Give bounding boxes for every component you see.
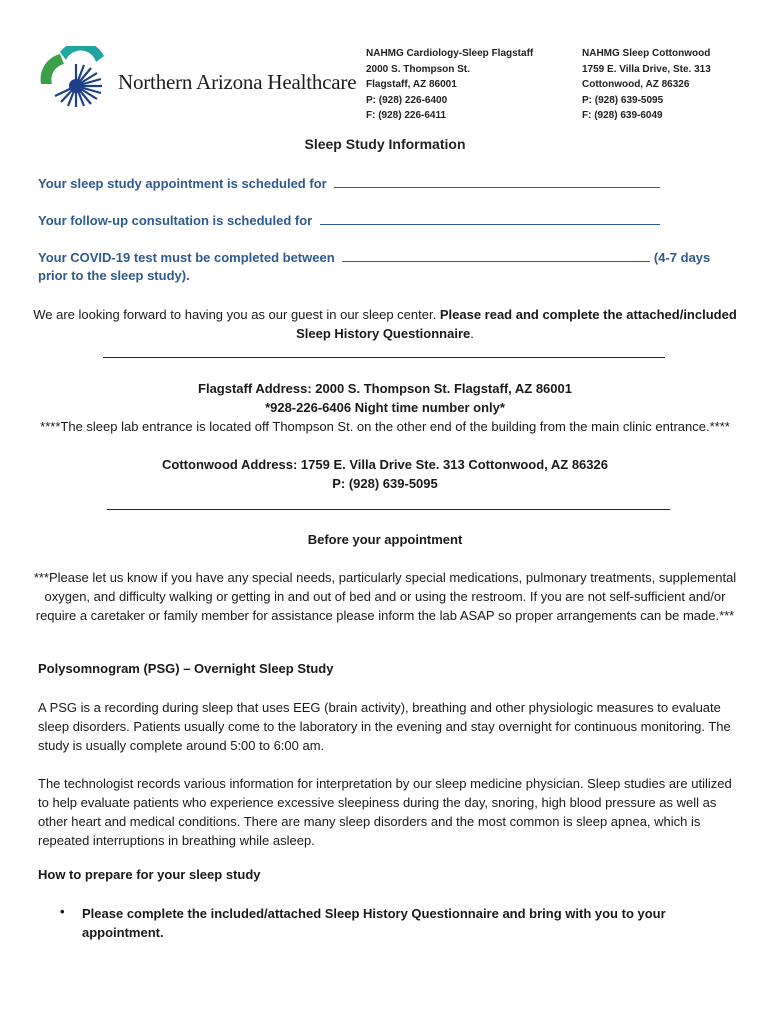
office-street: 2000 S. Thompson St.	[366, 63, 470, 75]
document-title: Sleep Study Information	[304, 136, 466, 152]
office-city: Cottonwood, AZ 86326	[582, 79, 690, 90]
prepare-heading: How to prepare for your sleep study	[38, 867, 261, 882]
follow-up-date-blank[interactable]	[320, 212, 660, 225]
follow-up-label: Your follow-up consultation is scheduled for	[38, 213, 313, 228]
office-street: 1759 E. Villa Drive, Ste. 313	[582, 63, 711, 75]
office-name: NAHMG Sleep Cottonwood	[582, 48, 711, 59]
nah-logo	[38, 46, 357, 106]
covid-suffix: (4-7 days	[653, 250, 711, 265]
sleep-study-appointment-row	[38, 175, 660, 191]
office-name: NAHMG Cardiology-Sleep Flagstaff	[366, 48, 534, 59]
office-phone: P: (928) 226-6400	[366, 94, 448, 106]
guest-message-text: We are looking forward to having you as our guest in our sleep center.	[33, 307, 437, 322]
sunburst-logo-icon	[38, 46, 114, 108]
before-appointment-heading: Before your appointment	[307, 532, 463, 547]
divider-line	[103, 357, 665, 358]
follow-up-row	[38, 212, 660, 228]
cottonwood-address: Cottonwood Address: 1759 E. Villa Drive Ste. 313 Cottonwood, AZ 86326	[162, 457, 608, 472]
flagstaff-address: Flagstaff Address: 2000 S. Thompson St. Flagstaff, AZ 86001	[198, 381, 572, 396]
questionnaire-instruction: Please read and complete the attached/included Sleep History Questionnaire	[296, 307, 737, 341]
office-fax: F: (928) 226-6411	[366, 110, 447, 121]
covid-second-line: prior to the sleep study).	[38, 268, 190, 283]
cottonwood-phone: P: (928) 639-5095	[332, 476, 438, 491]
sleep-study-date-blank[interactable]	[334, 175, 660, 188]
night-number: *928-226-6406 Night time number only*	[265, 400, 505, 415]
psg-paragraph-1: A PSG is a recording during sleep that uses EEG (brain activity), breathing and other physiologic measures to evaluate sleep disorders. Patients usually come to the laboratory in the evening and stay overnight for continuous monitoring. The study is usually complete around 5:00 to 6:00 am.	[38, 700, 731, 753]
guest-message-end: .	[470, 326, 474, 341]
special-needs-note: ***Please let us know if you have any special needs, particularly special medications, pulmonary treatments, supplemental oxygen, and difficulty walking or getting in and out of bed and or using the restroom. If you are not self-sufficient and/or require a caretaker or family member for assistance please inform the lab ASAP so proper arrangements can be made.***	[33, 570, 737, 623]
covid-label: Your COVID-19 test must be completed between	[38, 250, 335, 265]
flagstaff-office-block	[366, 46, 533, 124]
logo-text: Northern Arizona Healthcare	[118, 70, 357, 94]
divider-line	[107, 509, 670, 510]
psg-heading: Polysomnogram (PSG) – Overnight Sleep Study	[38, 661, 334, 676]
cottonwood-office-block	[582, 46, 711, 124]
sleep-study-label: Your sleep study appointment is scheduled for	[38, 176, 327, 191]
entrance-note: ****The sleep lab entrance is located off Thompson St. on the other end of the building from the main clinic entrance.****	[40, 419, 730, 434]
psg-paragraph-2: The technologist records various information for interpretation by our sleep medicine physician. Sleep studies are utilized to help evaluate patients who experience excessive sleepiness during the day, snoring, high blood pressure as well as other heart and medical conditions. There are many sleep disorders and the most common is sleep apnea, which is repeated interruptions in breathing while asleep.	[38, 776, 732, 848]
covid-test-row	[38, 249, 710, 265]
prepare-bullet-1: Please complete the included/attached Sleep History Questionnaire and bring with you to your appointment.	[82, 906, 666, 940]
office-city: Flagstaff, AZ 86001	[366, 79, 457, 90]
office-phone: P: (928) 639-5095	[582, 94, 664, 106]
bullet-dot: •	[60, 904, 65, 919]
office-fax: F: (928) 639-6049	[582, 110, 663, 121]
covid-date-blank[interactable]	[342, 249, 650, 262]
guest-message	[30, 305, 740, 343]
